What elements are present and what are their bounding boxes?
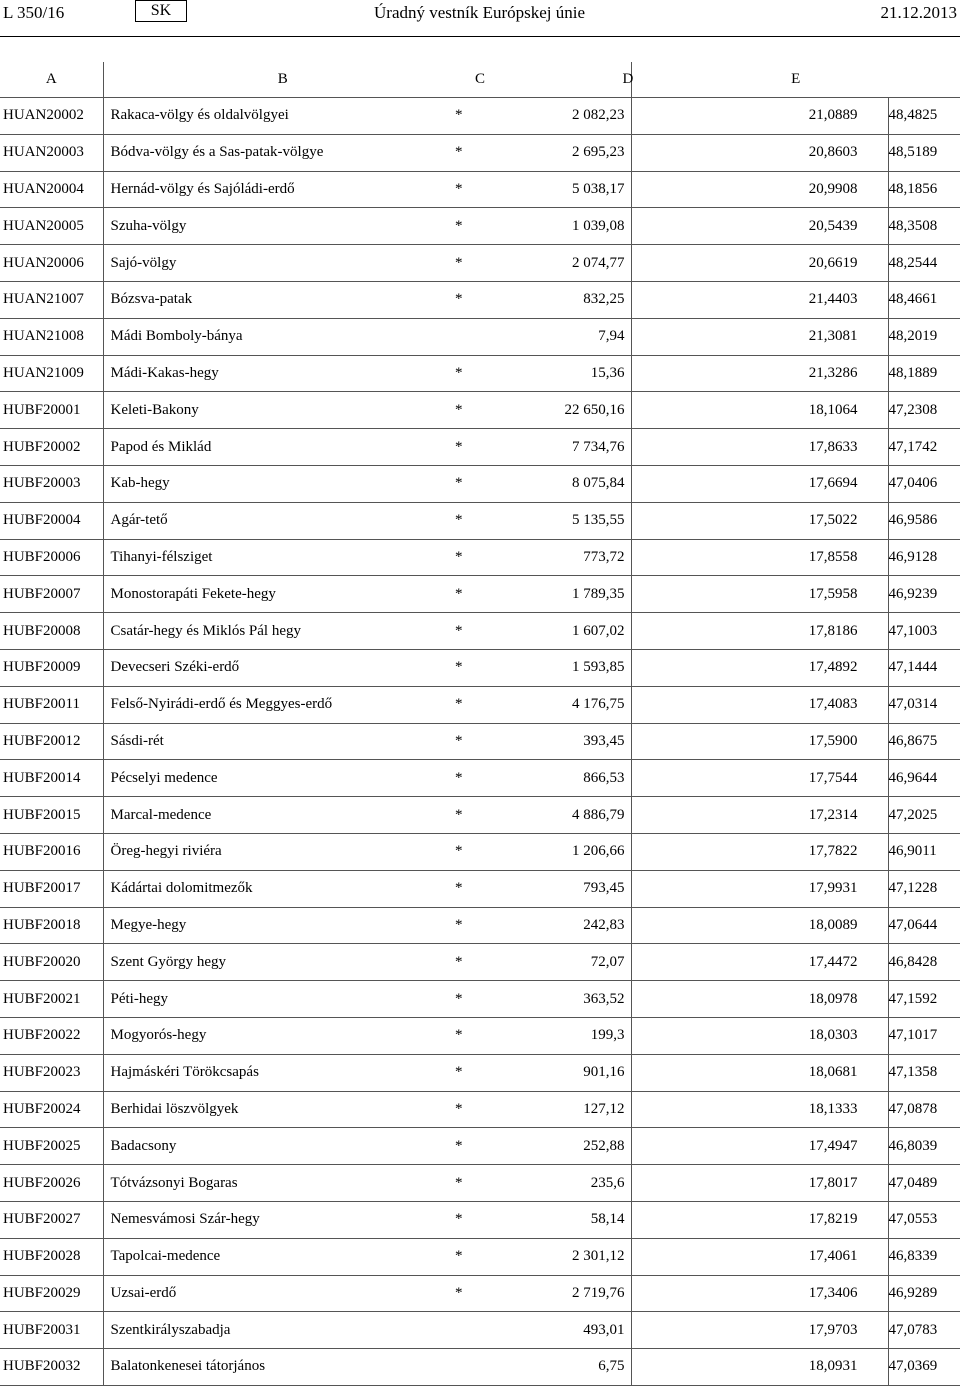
priority-mark: *	[455, 981, 490, 1018]
table-row	[0, 797, 960, 834]
site-latitude: 47,0406	[888, 465, 960, 502]
priority-mark: *	[455, 1275, 490, 1312]
table-row	[0, 502, 960, 539]
site-name: Uzsai-erdő	[103, 1275, 455, 1312]
site-longitude: 17,3406	[631, 1275, 888, 1312]
priority-mark	[455, 1312, 490, 1349]
site-latitude: 46,8339	[888, 1238, 960, 1275]
site-code: HUBF20001	[0, 392, 103, 429]
site-area: 5 135,55	[490, 502, 631, 539]
priority-mark: *	[455, 465, 490, 502]
table-row	[0, 1091, 960, 1128]
table-row	[0, 1312, 960, 1349]
site-latitude: 46,9644	[888, 760, 960, 797]
site-code: HUBF20023	[0, 1054, 103, 1091]
site-area: 901,16	[490, 1054, 631, 1091]
site-longitude: 17,4061	[631, 1238, 888, 1275]
site-longitude: 17,8186	[631, 613, 888, 650]
site-latitude: 47,1444	[888, 649, 960, 686]
site-area: 242,83	[490, 907, 631, 944]
priority-mark: *	[455, 1201, 490, 1238]
column-header-a: A	[0, 62, 103, 98]
site-area: 1 206,66	[490, 833, 631, 870]
priority-mark: *	[455, 171, 490, 208]
site-name: Bódva-völgy és a Sas-patak-völgye	[103, 134, 455, 171]
table-row	[0, 1349, 960, 1386]
site-code: HUAN21008	[0, 318, 103, 355]
site-longitude: 20,5439	[631, 208, 888, 245]
site-area: 127,12	[490, 1091, 631, 1128]
journal-title: Úradný vestník Európskej únie	[374, 3, 586, 22]
site-name: Tihanyi-félsziget	[103, 539, 455, 576]
site-code: HUAN20002	[0, 98, 103, 135]
priority-mark: *	[455, 649, 490, 686]
site-area: 58,14	[490, 1201, 631, 1238]
table-row	[0, 944, 960, 981]
site-code: HUAN20005	[0, 208, 103, 245]
table-row	[0, 723, 960, 760]
table-header-row	[0, 62, 960, 98]
table-row	[0, 429, 960, 466]
table-row	[0, 318, 960, 355]
priority-mark: *	[455, 576, 490, 613]
site-longitude: 18,1333	[631, 1091, 888, 1128]
site-area: 363,52	[490, 981, 631, 1018]
site-code: HUAN21007	[0, 281, 103, 318]
site-name: Tótvázsonyi Bogaras	[103, 1165, 455, 1202]
site-code: HUAN20003	[0, 134, 103, 171]
site-name: Berhidai löszvölgyek	[103, 1091, 455, 1128]
site-area: 2 082,23	[490, 98, 631, 135]
site-code: HUBF20024	[0, 1091, 103, 1128]
site-name: Agár-tető	[103, 502, 455, 539]
site-latitude: 46,8428	[888, 944, 960, 981]
site-code: HUBF20007	[0, 576, 103, 613]
table-row	[0, 171, 960, 208]
site-area: 2 074,77	[490, 245, 631, 282]
site-name: Monostorapáti Fekete-hegy	[103, 576, 455, 613]
site-area: 866,53	[490, 760, 631, 797]
site-latitude: 46,9289	[888, 1275, 960, 1312]
site-longitude: 17,5022	[631, 502, 888, 539]
site-name: Öreg-hegyi riviéra	[103, 833, 455, 870]
site-latitude: 46,9128	[888, 539, 960, 576]
priority-mark: *	[455, 760, 490, 797]
page-header	[0, 0, 960, 26]
site-area: 22 650,16	[490, 392, 631, 429]
header-rule	[0, 36, 960, 37]
site-area: 793,45	[490, 870, 631, 907]
site-longitude: 17,5958	[631, 576, 888, 613]
site-area: 1 039,08	[490, 208, 631, 245]
site-code: HUBF20002	[0, 429, 103, 466]
publication-date: 21.12.2013	[880, 3, 957, 22]
site-longitude: 17,8633	[631, 429, 888, 466]
site-latitude: 48,1889	[888, 355, 960, 392]
column-header-d: D	[622, 71, 634, 87]
site-longitude: 17,8017	[631, 1165, 888, 1202]
table-row	[0, 539, 960, 576]
table-row	[0, 1201, 960, 1238]
site-latitude: 47,0489	[888, 1165, 960, 1202]
site-longitude: 17,2314	[631, 797, 888, 834]
priority-mark: *	[455, 355, 490, 392]
site-latitude: 47,1358	[888, 1054, 960, 1091]
site-name: Nemesvámosi Szár-hegy	[103, 1201, 455, 1238]
priority-mark: *	[455, 502, 490, 539]
site-area: 4 886,79	[490, 797, 631, 834]
site-longitude: 17,4947	[631, 1128, 888, 1165]
site-name: Csatár-hegy és Miklós Pál hegy	[103, 613, 455, 650]
site-area: 393,45	[490, 723, 631, 760]
priority-mark	[455, 1349, 490, 1386]
table-row	[0, 1165, 960, 1202]
site-name: Szentkirályszabadja	[103, 1312, 455, 1349]
site-longitude: 18,0978	[631, 981, 888, 1018]
table-row	[0, 760, 960, 797]
site-area: 6,75	[490, 1349, 631, 1386]
priority-mark: *	[455, 797, 490, 834]
table-row	[0, 613, 960, 650]
site-area: 1 789,35	[490, 576, 631, 613]
page-number: L 350/16	[3, 3, 65, 22]
table-row	[0, 1017, 960, 1054]
site-latitude: 47,2308	[888, 392, 960, 429]
table-row	[0, 281, 960, 318]
site-latitude: 48,1856	[888, 171, 960, 208]
site-code: HUAN20004	[0, 171, 103, 208]
table-row	[0, 649, 960, 686]
site-area: 7 734,76	[490, 429, 631, 466]
priority-mark: *	[455, 907, 490, 944]
site-code: HUBF20017	[0, 870, 103, 907]
site-name: Bózsva-patak	[103, 281, 455, 318]
priority-mark: *	[455, 281, 490, 318]
site-longitude: 17,8219	[631, 1201, 888, 1238]
site-code: HUBF20011	[0, 686, 103, 723]
site-longitude: 17,7544	[631, 760, 888, 797]
site-name: Sajó-völgy	[103, 245, 455, 282]
site-code: HUAN21009	[0, 355, 103, 392]
site-area: 8 075,84	[490, 465, 631, 502]
site-longitude: 18,1064	[631, 392, 888, 429]
priority-mark: *	[455, 539, 490, 576]
site-code: HUBF20032	[0, 1349, 103, 1386]
site-latitude: 48,4661	[888, 281, 960, 318]
site-area: 5 038,17	[490, 171, 631, 208]
priority-mark: *	[455, 686, 490, 723]
table-row	[0, 1128, 960, 1165]
site-longitude: 17,4472	[631, 944, 888, 981]
site-longitude: 20,9908	[631, 171, 888, 208]
priority-mark: *	[455, 833, 490, 870]
site-latitude: 48,4825	[888, 98, 960, 135]
priority-mark: *	[455, 1054, 490, 1091]
site-code: HUBF20028	[0, 1238, 103, 1275]
site-code: HUBF20027	[0, 1201, 103, 1238]
site-longitude: 17,9703	[631, 1312, 888, 1349]
site-name: Mádi-Kakas-hegy	[103, 355, 455, 392]
site-latitude: 48,3508	[888, 208, 960, 245]
site-name: Kab-hegy	[103, 465, 455, 502]
priority-mark: *	[455, 134, 490, 171]
sites-table	[0, 62, 960, 1386]
site-latitude: 47,1228	[888, 870, 960, 907]
site-longitude: 18,0089	[631, 907, 888, 944]
table-row	[0, 465, 960, 502]
site-code: HUBF20015	[0, 797, 103, 834]
site-area: 7,94	[490, 318, 631, 355]
site-latitude: 47,0644	[888, 907, 960, 944]
site-area: 235,6	[490, 1165, 631, 1202]
site-name: Rakaca-völgy és oldalvölgyei	[103, 98, 455, 135]
site-code: HUBF20031	[0, 1312, 103, 1349]
column-header-e: E	[631, 62, 960, 98]
table-row	[0, 1275, 960, 1312]
site-longitude: 17,7822	[631, 833, 888, 870]
site-code: HUBF20008	[0, 613, 103, 650]
site-name: Mádi Bomboly-bánya	[103, 318, 455, 355]
site-area: 1 593,85	[490, 649, 631, 686]
site-area: 72,07	[490, 944, 631, 981]
site-longitude: 17,9931	[631, 870, 888, 907]
table-row	[0, 576, 960, 613]
table-row	[0, 833, 960, 870]
table-row	[0, 355, 960, 392]
site-latitude: 47,2025	[888, 797, 960, 834]
site-code: HUBF20021	[0, 981, 103, 1018]
site-name: Megye-hegy	[103, 907, 455, 944]
site-longitude: 18,0931	[631, 1349, 888, 1386]
column-header-b: B	[103, 62, 455, 98]
site-area: 832,25	[490, 281, 631, 318]
site-latitude: 47,1742	[888, 429, 960, 466]
priority-mark: *	[455, 245, 490, 282]
site-latitude: 48,5189	[888, 134, 960, 171]
site-latitude: 47,1592	[888, 981, 960, 1018]
site-name: Szent György hegy	[103, 944, 455, 981]
priority-mark: *	[455, 1128, 490, 1165]
site-longitude: 21,3286	[631, 355, 888, 392]
priority-mark: *	[455, 1017, 490, 1054]
site-longitude: 17,5900	[631, 723, 888, 760]
site-latitude: 46,8675	[888, 723, 960, 760]
site-name: Hernád-völgy és Sajóládi-erdő	[103, 171, 455, 208]
site-latitude: 46,8039	[888, 1128, 960, 1165]
priority-mark: *	[455, 208, 490, 245]
site-longitude: 17,6694	[631, 465, 888, 502]
priority-mark: *	[455, 429, 490, 466]
table-row	[0, 98, 960, 135]
site-longitude: 20,8603	[631, 134, 888, 171]
priority-mark: *	[455, 944, 490, 981]
site-code: HUBF20020	[0, 944, 103, 981]
priority-mark: *	[455, 1091, 490, 1128]
site-area: 2 719,76	[490, 1275, 631, 1312]
priority-mark	[455, 318, 490, 355]
priority-mark: *	[455, 613, 490, 650]
site-area: 15,36	[490, 355, 631, 392]
priority-mark: *	[455, 98, 490, 135]
site-longitude: 17,4892	[631, 649, 888, 686]
site-name: Badacsony	[103, 1128, 455, 1165]
site-name: Papod és Miklád	[103, 429, 455, 466]
site-latitude: 48,2544	[888, 245, 960, 282]
site-longitude: 17,4083	[631, 686, 888, 723]
table-row	[0, 907, 960, 944]
site-code: HUBF20003	[0, 465, 103, 502]
site-latitude: 47,0314	[888, 686, 960, 723]
site-area: 252,88	[490, 1128, 631, 1165]
site-name: Felső-Nyirádi-erdő és Meggyes-erdő	[103, 686, 455, 723]
site-longitude: 18,0681	[631, 1054, 888, 1091]
priority-mark: *	[455, 1238, 490, 1275]
site-latitude: 48,2019	[888, 318, 960, 355]
site-latitude: 46,9239	[888, 576, 960, 613]
site-name: Balatonkenesei tátorjános	[103, 1349, 455, 1386]
site-longitude: 20,6619	[631, 245, 888, 282]
priority-mark: *	[455, 1165, 490, 1202]
site-area: 4 176,75	[490, 686, 631, 723]
site-area: 493,01	[490, 1312, 631, 1349]
language-badge: SK	[135, 0, 187, 22]
table-row	[0, 245, 960, 282]
site-code: HUBF20022	[0, 1017, 103, 1054]
site-code: HUBF20025	[0, 1128, 103, 1165]
site-longitude: 21,4403	[631, 281, 888, 318]
site-latitude: 47,1017	[888, 1017, 960, 1054]
table-row	[0, 870, 960, 907]
site-area: 199,3	[490, 1017, 631, 1054]
site-latitude: 46,9586	[888, 502, 960, 539]
site-code: HUBF20012	[0, 723, 103, 760]
site-name: Szuha-völgy	[103, 208, 455, 245]
site-name: Devecseri Széki-erdő	[103, 649, 455, 686]
site-area: 2 695,23	[490, 134, 631, 171]
site-name: Marcal-medence	[103, 797, 455, 834]
table-row	[0, 686, 960, 723]
site-latitude: 47,0878	[888, 1091, 960, 1128]
site-name: Mogyorós-hegy	[103, 1017, 455, 1054]
site-code: HUBF20014	[0, 760, 103, 797]
site-longitude: 21,0889	[631, 98, 888, 135]
table-row	[0, 392, 960, 429]
table-row	[0, 1238, 960, 1275]
priority-mark: *	[455, 870, 490, 907]
site-code: HUBF20006	[0, 539, 103, 576]
site-name: Kádártai dolomitmezők	[103, 870, 455, 907]
site-name: Péti-hegy	[103, 981, 455, 1018]
site-code: HUBF20029	[0, 1275, 103, 1312]
site-latitude: 47,0553	[888, 1201, 960, 1238]
site-latitude: 47,0783	[888, 1312, 960, 1349]
site-code: HUBF20018	[0, 907, 103, 944]
site-latitude: 47,0369	[888, 1349, 960, 1386]
site-area: 2 301,12	[490, 1238, 631, 1275]
site-longitude: 18,0303	[631, 1017, 888, 1054]
table-row	[0, 981, 960, 1018]
site-code: HUBF20026	[0, 1165, 103, 1202]
site-code: HUBF20016	[0, 833, 103, 870]
table-row	[0, 208, 960, 245]
column-header-c: C	[475, 71, 486, 87]
site-area: 1 607,02	[490, 613, 631, 650]
site-longitude: 21,3081	[631, 318, 888, 355]
site-name: Hajmáskéri Törökcsapás	[103, 1054, 455, 1091]
priority-mark: *	[455, 392, 490, 429]
table-row	[0, 134, 960, 171]
site-name: Tapolcai-medence	[103, 1238, 455, 1275]
site-area: 773,72	[490, 539, 631, 576]
site-longitude: 17,8558	[631, 539, 888, 576]
site-code: HUAN20006	[0, 245, 103, 282]
table-row	[0, 1054, 960, 1091]
site-code: HUBF20004	[0, 502, 103, 539]
priority-mark: *	[455, 723, 490, 760]
site-latitude: 47,1003	[888, 613, 960, 650]
site-name: Pécselyi medence	[103, 760, 455, 797]
site-latitude: 46,9011	[888, 833, 960, 870]
site-name: Keleti-Bakony	[103, 392, 455, 429]
site-code: HUBF20009	[0, 649, 103, 686]
site-name: Sásdi-rét	[103, 723, 455, 760]
